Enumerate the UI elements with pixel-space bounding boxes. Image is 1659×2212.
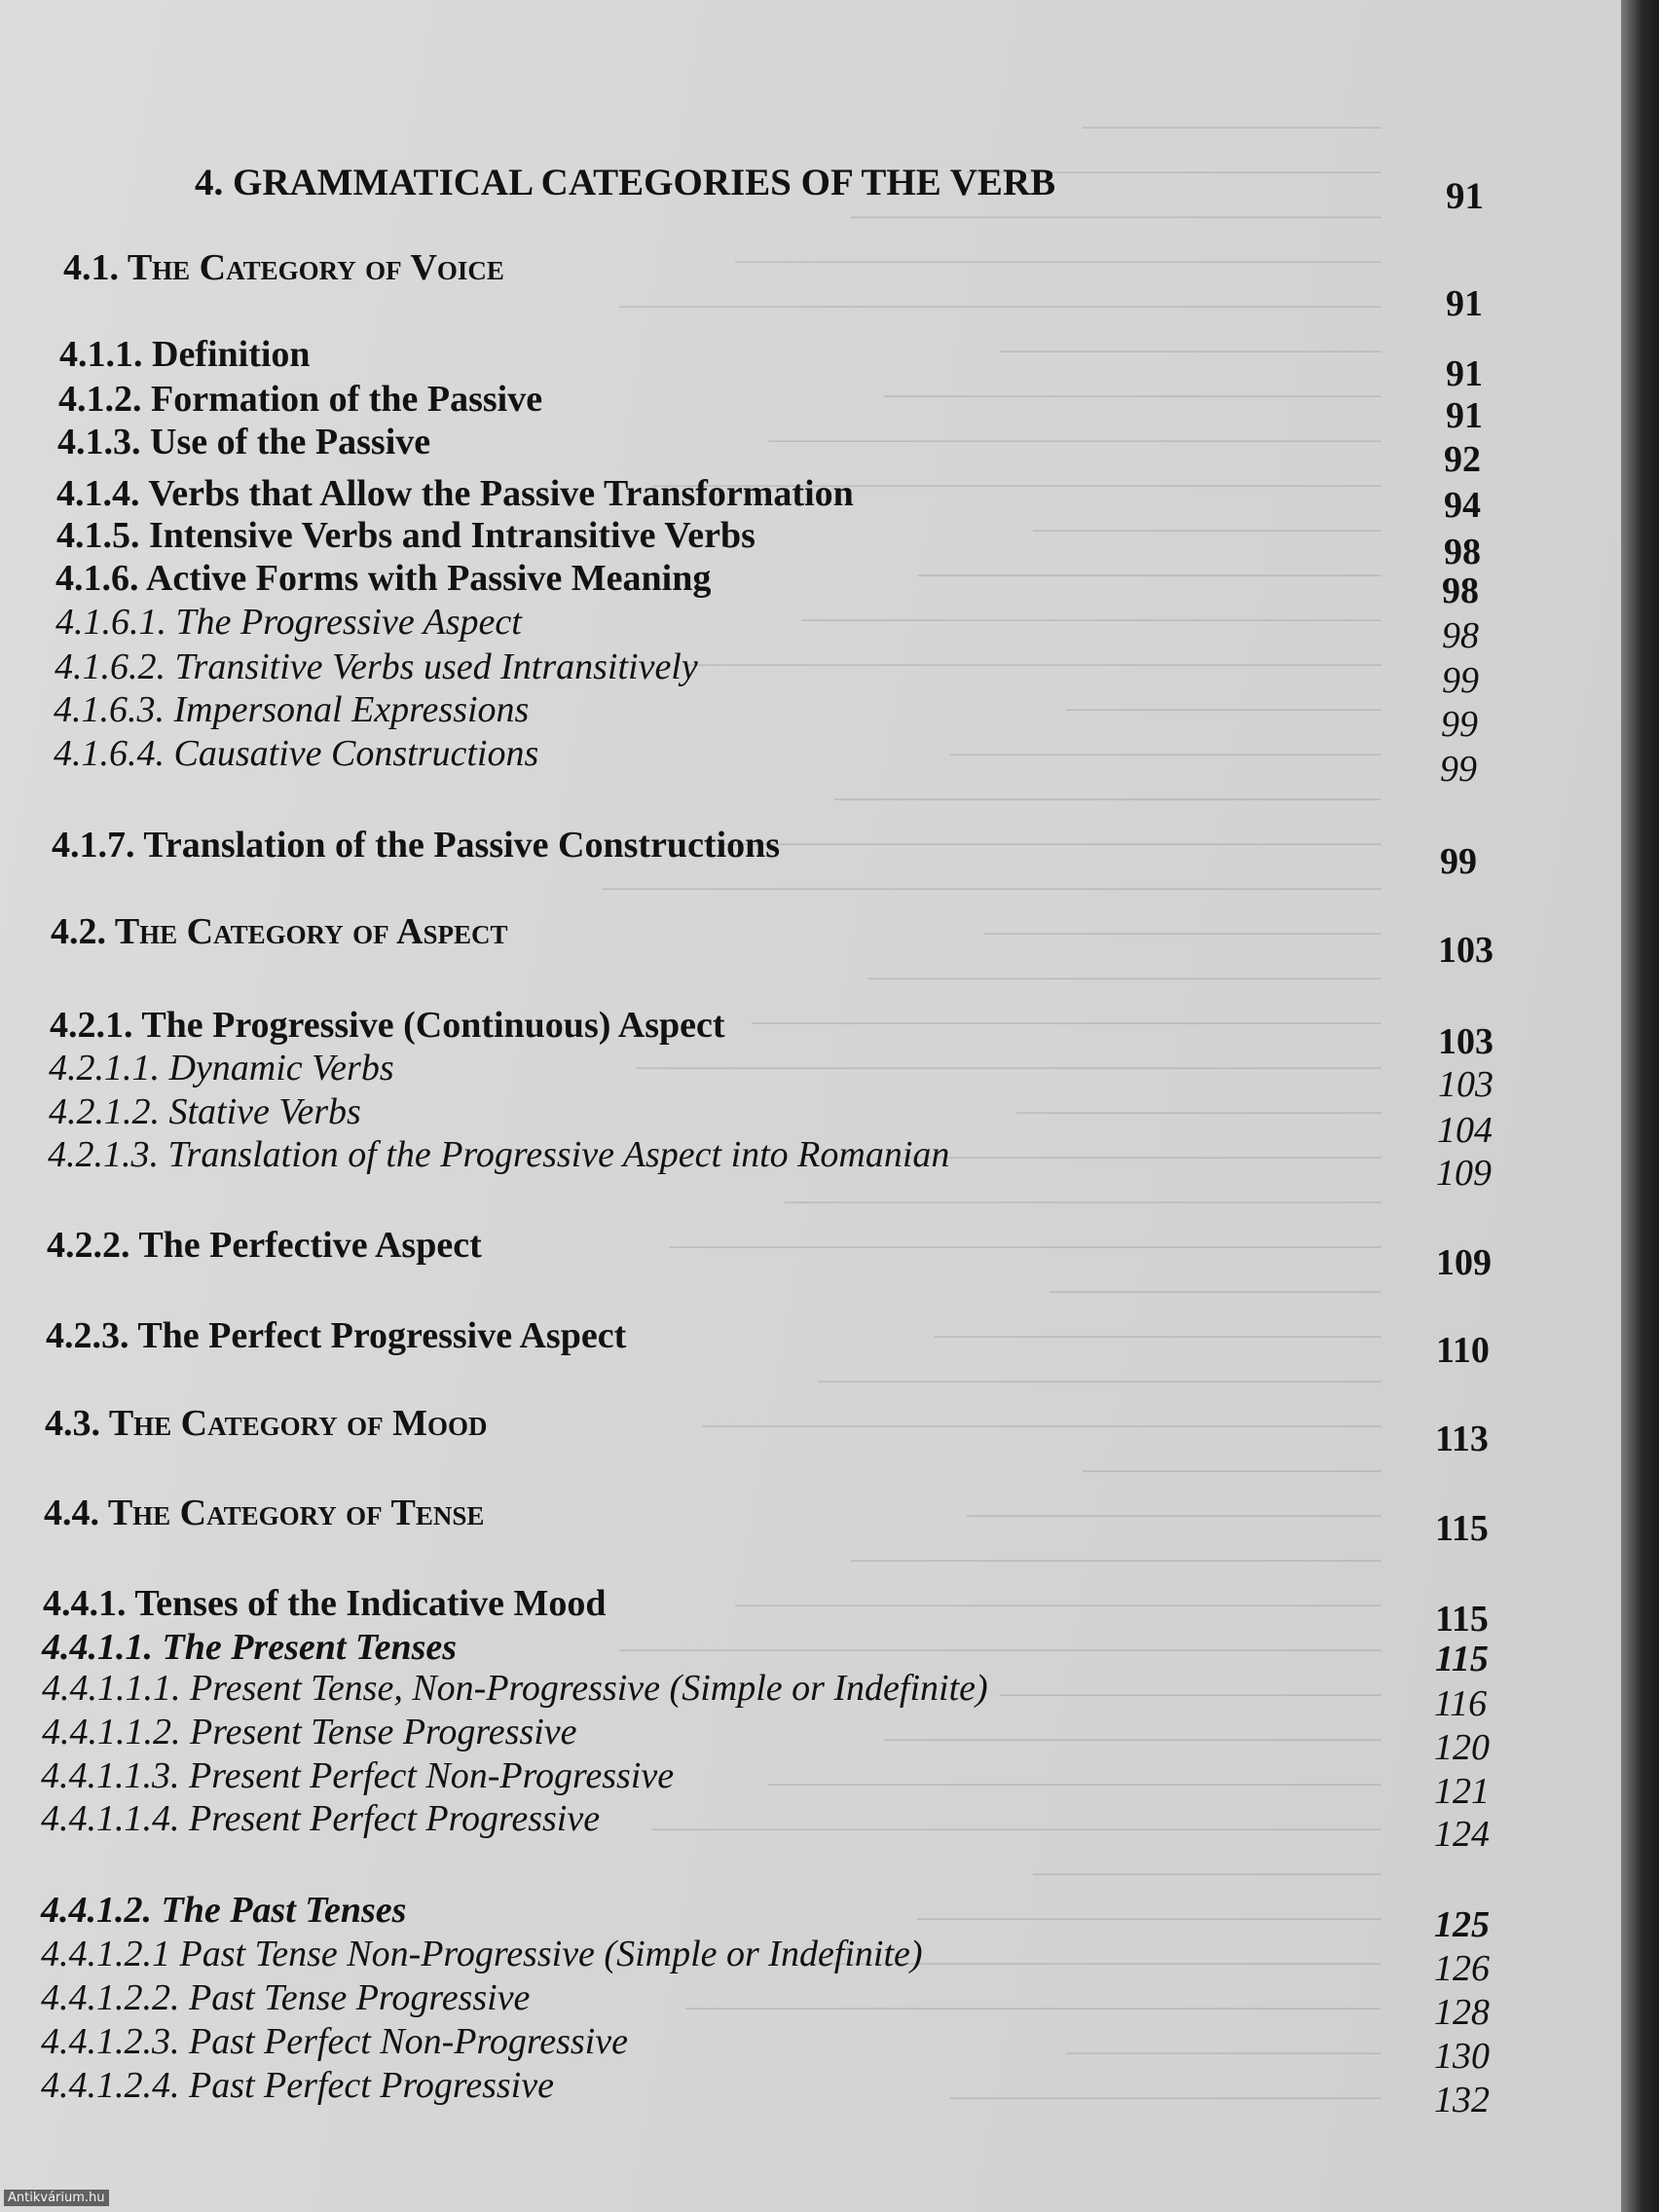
toc-entry (42, 1626, 1513, 1679)
toc-entry (41, 1933, 1512, 1989)
toc-entry-page: 128 (1434, 1992, 1490, 2033)
toc-entry-title: 4.1.3. Use of the Passive (57, 422, 431, 462)
toc-entry-title: 4.1.4. Verbs that Allow the Passive Transformation (56, 473, 854, 514)
toc-entry-page: 125 (1434, 1904, 1490, 1945)
toc-entry-title: 4.2.1.2. Stative Verbs (49, 1091, 361, 1132)
toc-entry (45, 1402, 1513, 1459)
toc-entry (57, 421, 1522, 480)
toc-entry (49, 1090, 1515, 1151)
toc-entry-title: 4.1.6. Active Forms with Passive Meaning (55, 558, 712, 599)
toc-entry-title: 4.2.2. The Perfective Aspect (47, 1225, 482, 1266)
toc-entry-title: 4.4. The Category of Tense (44, 1493, 485, 1533)
toc-entry (49, 1047, 1516, 1105)
toc-entry (41, 1754, 1512, 1812)
toc-entry-page: 121 (1434, 1771, 1490, 1812)
show-through-line: ‒‒‒‒‒‒‒‒‒‒‒‒‒‒‒‒‒‒‒‒‒‒‒‒‒‒‒‒‒‒‒‒ (851, 197, 1387, 233)
show-through-line: ‒‒‒‒‒‒‒‒‒‒‒‒‒‒‒‒‒‒‒‒‒‒‒‒‒‒‒‒‒‒‒‒‒‒‒‒‒‒‒ (735, 1585, 1387, 1621)
toc-entry-page: 99 (1440, 841, 1477, 882)
show-through-line: ‒‒‒‒‒‒‒‒‒‒‒‒‒‒‒‒‒‒‒‒‒‒‒‒‒‒‒‒‒‒ (884, 1719, 1387, 1755)
show-through-line: ‒‒‒‒‒‒‒‒‒‒‒‒‒‒‒‒‒‒‒‒‒‒‒‒‒‒‒‒‒‒‒‒‒‒‒‒‒‒‒‒‒‒ (685, 645, 1387, 681)
show-through-line: ‒‒‒‒‒‒‒‒‒‒‒‒‒‒‒‒‒‒ (1083, 1451, 1387, 1487)
show-through-line: ‒‒‒‒‒‒‒‒‒‒‒‒‒‒‒‒‒‒ (1083, 107, 1387, 143)
toc-entry-title: 4.2.1.1. Dynamic Verbs (49, 1048, 394, 1088)
show-through-line: ‒‒‒‒‒‒‒‒‒‒‒‒‒‒‒‒‒‒‒‒‒‒‒‒‒‒‒‒‒‒‒‒‒‒‒‒‒‒‒‒‒‒‒‒ (652, 465, 1387, 501)
show-through-line: ‒‒‒‒‒‒‒‒‒‒‒‒‒‒‒‒‒‒‒‒‒‒‒‒‒‒‒‒‒‒‒‒‒‒‒‒‒‒‒‒‒‒‒ (669, 1227, 1387, 1263)
toc-entry (59, 333, 1524, 394)
toc-entry-title: 4.1.5. Intensive Verbs and Intransitive Verbs (56, 515, 756, 556)
show-through-line: ‒‒‒‒‒‒‒‒‒‒‒‒‒‒‒‒‒‒‒‒‒‒‒‒‒‒‒‒‒‒‒‒‒‒‒‒‒‒‒ (735, 241, 1387, 277)
toc-entry-title: 4.1.6.2. Transitive Verbs used Intransitively (55, 646, 698, 687)
toc-entry-title: 4.1.6.4. Causative Constructions (54, 733, 539, 774)
chapter-page: 91 (1446, 175, 1484, 217)
toc-entry (48, 1133, 1514, 1194)
toc-entry-page: 113 (1435, 1419, 1489, 1459)
toc-entry (63, 246, 1524, 324)
toc-entry-page: 99 (1440, 749, 1477, 790)
show-through-line: ‒‒‒‒‒‒‒‒‒‒‒‒‒‒‒‒‒‒‒‒‒‒‒ (1000, 1675, 1387, 1711)
toc-entry-title: 4.2.3. The Perfect Progressive Aspect (46, 1315, 627, 1356)
chapter-heading (195, 161, 1484, 217)
show-through-line: ‒‒‒‒‒‒‒‒‒‒‒‒‒‒‒‒‒‒‒‒‒‒‒‒‒‒‒‒‒‒‒‒‒‒‒‒‒‒‒‒‒‒‒‒‒‒‒ (603, 868, 1387, 904)
toc-entry (41, 1797, 1512, 1855)
toc-entry (58, 378, 1524, 436)
toc-entry-page: 98 (1442, 571, 1479, 611)
show-through-line: ‒‒‒‒‒‒‒‒‒‒‒‒‒‒‒‒‒‒‒‒ (1050, 1272, 1387, 1308)
toc-entry-title: 4.2.1. The Progressive (Continuous) Aspect (50, 1005, 725, 1046)
toc-entry (42, 1667, 1512, 1724)
toc-entry-title: 4.4.1.1.1. Present Tense, Non-Progressive (Simple or Indefinite) (42, 1668, 988, 1709)
toc-entry (55, 557, 1520, 611)
show-through-line: ‒‒‒‒‒‒‒‒‒‒‒‒‒‒‒‒‒‒‒‒‒‒‒‒‒‒‒‒‒‒‒‒‒‒‒‒‒‒‒‒‒‒ (685, 1988, 1387, 2024)
toc-entry-page: 109 (1436, 1242, 1492, 1283)
toc-entry-page: 116 (1434, 1683, 1488, 1724)
show-through-line: ‒‒‒‒‒‒‒‒‒‒‒‒‒‒‒‒‒‒‒‒‒‒‒‒‒‒‒‒ (917, 555, 1387, 591)
show-through-line: ‒‒‒‒‒‒‒‒‒‒‒‒‒‒‒‒‒‒‒‒‒‒‒‒ (983, 913, 1387, 949)
toc-entry-title: 4.1.7. Translation of the Passive Constructions (52, 825, 781, 866)
toc-entry-page: 103 (1438, 930, 1493, 971)
toc-entry-page: 99 (1442, 660, 1479, 701)
toc-entry-title: 4.2. The Category of Aspect (51, 911, 508, 952)
show-through-line: ‒‒‒‒‒‒‒‒‒‒‒‒‒‒‒‒‒‒‒‒‒‒‒‒‒‒‒‒‒‒ (884, 376, 1387, 412)
toc-entry-page: 115 (1435, 1599, 1489, 1640)
toc-entry-page: 98 (1444, 532, 1481, 572)
show-through-line: ‒‒‒‒‒‒‒‒‒‒‒‒‒‒‒‒‒‒‒‒‒‒‒‒‒‒‒‒‒‒‒‒‒‒‒‒‒ (768, 421, 1387, 457)
show-through-line: ‒‒‒‒‒‒‒‒‒‒‒‒‒‒‒‒‒‒‒‒‒‒‒‒‒‒ (950, 2078, 1387, 2114)
toc-entry-title: 4.4.1.2. The Past Tenses (41, 1890, 407, 1931)
show-through-line: ‒‒‒‒‒‒‒‒‒‒‒‒‒‒‒‒‒‒‒‒‒‒‒‒‒‒‒‒‒‒‒‒‒‒‒‒‒‒‒‒‒ (702, 1406, 1387, 1442)
toc-entry (41, 1889, 1512, 1945)
show-through-line: ‒‒‒‒‒‒‒‒‒‒‒‒‒‒‒‒‒‒‒‒‒‒‒‒‒‒‒‒‒‒‒‒‒‒‒‒‒ (768, 1764, 1387, 1800)
chapter-title: 4. GRAMMATICAL CATEGORIES OF THE VERB (195, 162, 1056, 203)
toc-entry-title: 4.4.1.1.3. Present Perfect Non-Progressive (41, 1755, 675, 1796)
toc-entry-title: 4.4.1.2.2. Past Tense Progressive (41, 1977, 531, 2018)
toc-entry (43, 1582, 1513, 1640)
show-through-line: ‒‒‒‒‒‒‒‒‒‒‒‒‒‒‒‒‒‒‒‒‒‒‒‒‒‒‒ (934, 1316, 1387, 1352)
toc-entry-page: 92 (1444, 439, 1481, 480)
toc-entry-page: 109 (1436, 1153, 1492, 1194)
toc-entry (52, 824, 1518, 882)
show-through-line: ‒‒‒‒‒‒‒‒‒‒‒‒‒‒‒‒‒‒‒‒‒‒‒‒‒‒‒‒‒‒‒‒‒‒ (818, 1361, 1387, 1397)
toc-entry-title: 4.4.1.2.4. Past Perfect Progressive (41, 2065, 554, 2106)
show-through-line: ‒‒‒‒‒‒‒‒‒‒‒‒‒‒‒‒‒‒‒‒‒‒‒‒‒‒‒‒‒‒‒‒‒‒‒‒‒‒‒‒‒‒‒‒‒‒ (619, 1630, 1387, 1666)
toc-entry-page: 126 (1434, 1948, 1490, 1989)
toc-entry-page: 120 (1434, 1727, 1490, 1768)
toc-entry-page: 103 (1438, 1064, 1493, 1105)
toc-entry-title: 4.1.1. Definition (59, 334, 311, 375)
toc-entry-title: 4.4.1.1. The Present Tenses (42, 1627, 458, 1668)
show-through-line: ‒‒‒‒‒‒‒‒‒‒‒‒‒‒‒‒‒‒‒‒‒‒‒‒‒‒‒‒‒‒‒‒‒‒‒‒‒‒ (752, 1003, 1387, 1039)
toc-entry-title: 4.1.6.3. Impersonal Expressions (54, 689, 530, 730)
show-through-line: ‒‒‒‒‒‒‒‒‒‒‒‒‒‒‒‒‒‒‒‒‒‒‒‒‒‒‒‒‒‒‒‒‒‒‒‒‒‒‒‒‒‒‒‒‒‒ (619, 286, 1387, 322)
toc-entry (54, 688, 1519, 745)
show-through-line: ‒‒‒‒‒‒‒‒‒‒‒‒‒‒‒‒‒‒‒‒‒‒ (1016, 1092, 1387, 1128)
show-through-line: ‒‒‒‒‒‒‒‒‒‒‒‒‒‒‒‒‒‒‒‒‒ (1033, 1854, 1387, 1890)
show-through-line: ‒‒‒‒‒‒‒‒‒‒‒‒‒‒‒‒‒‒‒‒‒‒‒‒‒‒ (950, 734, 1387, 770)
toc-entry (42, 1711, 1512, 1768)
show-through-line: ‒‒‒‒‒‒‒‒‒‒‒‒‒‒‒‒‒‒‒‒‒‒‒‒‒‒‒‒‒‒‒‒‒‒‒ (801, 1943, 1387, 1979)
toc-entry-page: 91 (1446, 353, 1483, 394)
show-through-line: ‒‒‒‒‒‒‒‒‒‒‒‒‒‒‒‒‒‒‒‒‒‒‒ (1000, 331, 1387, 367)
toc-entry-page: 103 (1438, 1021, 1493, 1062)
toc-entry-title: 4.4.1. Tenses of the Indicative Mood (43, 1583, 607, 1624)
toc-entry-page: 98 (1442, 615, 1479, 656)
show-through-line: ‒‒‒‒‒‒‒‒‒‒‒‒‒‒‒‒‒‒‒‒‒‒‒‒‒‒‒‒‒‒‒‒ (851, 1540, 1387, 1576)
toc-entry-title: 4.1.2. Formation of the Passive (58, 379, 543, 420)
show-through-line: ‒‒‒‒‒‒‒‒‒‒‒‒‒‒‒‒‒‒‒‒‒‒‒‒‒‒‒‒‒‒‒‒‒ (834, 779, 1387, 815)
toc-entry (56, 514, 1522, 572)
toc-entry-title: 4.4.1.1.4. Present Perfect Progressive (41, 1798, 601, 1839)
toc-entry (41, 1976, 1512, 2033)
toc-entry-title: 4.1.6.1. The Progressive Aspect (55, 602, 522, 643)
toc-entry (47, 1224, 1514, 1283)
toc-entry (46, 1314, 1514, 1371)
toc-entry-title: 4.3. The Category of Mood (45, 1403, 488, 1444)
show-through-line: ‒‒‒‒‒‒‒‒‒‒‒‒‒‒‒‒‒‒‒‒‒‒‒‒‒‒‒‒ (917, 1899, 1387, 1935)
toc-entry-page: 104 (1437, 1110, 1493, 1151)
toc-entry (55, 645, 1520, 701)
toc-entry-page: 110 (1436, 1330, 1490, 1371)
toc-entry-title: 4.4.1.2.1 Past Tense Non-Progressive (Simple or Indefinite) (41, 1934, 923, 1974)
show-through-line: ‒‒‒‒‒‒‒‒‒‒‒‒‒‒‒‒‒‒‒ (1066, 2033, 1387, 2069)
show-through-line: ‒‒‒‒‒‒‒‒‒‒‒‒‒‒‒‒‒‒‒‒‒‒‒‒‒‒‒‒‒‒‒ (867, 958, 1387, 994)
toc-entry-page: 94 (1444, 485, 1481, 526)
show-through-line: ‒‒‒‒‒‒‒‒‒‒‒‒‒‒‒‒‒‒‒‒‒‒‒‒‒‒‒‒‒‒‒‒‒‒‒ (801, 600, 1387, 636)
show-through-line: ‒‒‒‒‒‒‒‒‒‒‒‒‒‒‒‒‒‒‒‒‒‒‒‒‒‒‒‒‒‒‒‒‒‒‒‒ (785, 1182, 1387, 1218)
show-through-line: ‒‒‒‒‒‒‒‒‒‒‒‒‒‒‒‒‒‒‒‒‒‒‒‒‒‒‒‒‒‒‒‒‒‒‒‒‒‒‒‒ (719, 824, 1387, 860)
toc-entry (51, 910, 1516, 971)
toc-entry (44, 1492, 1513, 1549)
show-through-line: ‒‒‒‒‒‒‒‒‒‒‒‒‒‒‒‒‒‒‒‒‒‒‒‒‒ (967, 1495, 1387, 1531)
toc-entry-page: 115 (1435, 1639, 1489, 1679)
toc-entry-page: 91 (1446, 395, 1483, 436)
toc-entry (41, 2020, 1512, 2077)
toc-entry-title: 4.1. The Category of Voice (63, 247, 504, 288)
toc-entry-page: 115 (1435, 1508, 1489, 1549)
show-through-line: ‒‒‒‒‒‒‒‒‒‒‒‒‒‒‒‒‒‒‒‒‒‒‒‒‒‒‒‒‒‒‒‒‒‒‒‒‒‒‒‒‒‒‒‒ (652, 1809, 1387, 1845)
toc-entry-page: 99 (1441, 704, 1478, 745)
show-through-line: ‒‒‒‒‒‒‒‒‒‒‒‒‒‒‒‒‒‒‒ (1066, 689, 1387, 725)
toc-entry (55, 601, 1520, 656)
toc-entry (56, 472, 1522, 526)
toc-entry-title: 4.4.1.2.3. Past Perfect Non-Progressive (41, 2021, 628, 2062)
toc-entry-page: 91 (1446, 283, 1483, 324)
show-through-line: ‒‒‒‒‒‒‒‒‒‒‒‒‒‒‒‒‒‒‒‒‒‒‒‒‒‒‒‒‒‒‒‒‒‒‒‒‒‒‒‒‒‒‒‒‒ (636, 1048, 1387, 1084)
toc-entry-title: 4.4.1.1.2. Present Tense Progressive (42, 1712, 577, 1752)
toc-entry (41, 2064, 1512, 2120)
watermark-credit: Antikvárium.hu (4, 2190, 109, 2206)
toc-entry-page: 124 (1434, 1814, 1490, 1855)
show-through-line: ‒‒‒‒‒‒‒‒‒‒‒‒‒‒‒‒‒‒‒‒‒‒‒‒‒‒‒‒‒ (901, 1137, 1387, 1173)
toc-entry-page: 130 (1434, 2036, 1490, 2077)
toc-entry-page: 132 (1434, 2080, 1490, 2120)
toc-entry-title: 4.2.1.3. Translation of the Progressive Aspect into Romanian (48, 1134, 950, 1175)
show-through-line: ‒‒‒‒‒‒‒‒‒‒‒‒‒‒‒‒‒‒‒‒‒ (1033, 510, 1387, 546)
page-edge-shadow (1621, 0, 1659, 2212)
toc-entry (54, 732, 1518, 790)
show-through-line: ‒‒‒‒‒‒‒‒‒‒‒‒‒‒‒‒‒‒‒‒‒‒‒‒‒ (967, 152, 1387, 188)
toc-entry (50, 1004, 1516, 1062)
